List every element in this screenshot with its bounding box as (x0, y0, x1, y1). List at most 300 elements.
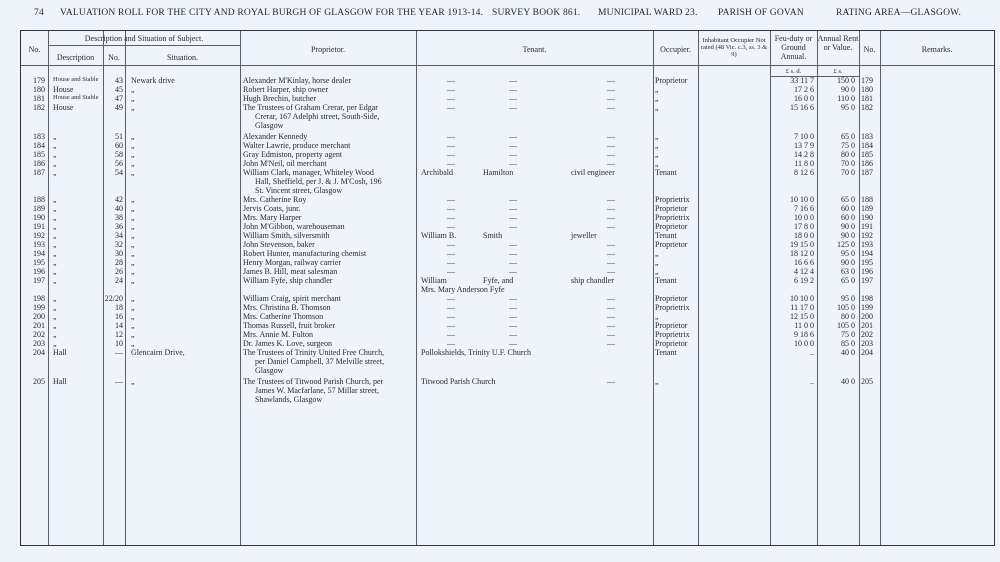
row-proprietor: Henry Morgan, railway carrier (243, 258, 342, 267)
row-tenant-third: — (607, 76, 615, 85)
row-proprietor: Thomas Russell, fruit broker (243, 321, 335, 330)
parish: PARISH OF GOVAN (718, 8, 804, 18)
row-annual-rent: 75 0 (841, 330, 855, 339)
row-situation: „ (131, 339, 135, 348)
row-proprietor: The Trustees of Trinity United Free Church, (243, 348, 385, 357)
row-tenant-first: — (447, 213, 455, 222)
row-description: „ (53, 330, 57, 339)
row-feu-duty: 17 8 0 (794, 222, 814, 231)
row-tenant-first: — (447, 195, 455, 204)
row-proprietor: John Stevenson, baker (243, 240, 315, 249)
row-proprietor: John M'Gibbon, warehouseman (243, 222, 345, 231)
row-annual-rent: 150 0 (837, 76, 855, 85)
row-occupier: Proprietrix (655, 330, 690, 339)
row-proprietor: William Smith, silversmith (243, 231, 330, 240)
row-number: 190 (33, 213, 45, 222)
row-street-number: 14 (115, 321, 123, 330)
row-situation: „ (131, 330, 135, 339)
row-tenant-first: Archibald (421, 168, 453, 177)
row-tenant-third: — (607, 103, 615, 112)
row-description: House (53, 103, 74, 112)
row-feu-duty: 13 7 9 (794, 141, 814, 150)
row-proprietor: William Craig, spirit merchant (243, 294, 341, 303)
row-number: 200 (33, 312, 45, 321)
row-number-right: 186 (861, 159, 873, 168)
row-annual-rent: 95 0 (841, 103, 855, 112)
row-tenant-first: — (447, 258, 455, 267)
row-tenant-second: Fyfe, and (483, 276, 514, 285)
row-number: 205 (33, 377, 45, 386)
row-number: 185 (33, 150, 45, 159)
roll-table (20, 30, 995, 546)
row-number-right: 183 (861, 132, 873, 141)
col-street-no: No. (108, 53, 120, 62)
row-annual-rent: 90 0 (841, 258, 855, 267)
row-tenant-second: — (509, 249, 517, 258)
row-number-right: 201 (861, 321, 873, 330)
row-number-right: 197 (861, 276, 873, 285)
row-tenant-first: — (447, 94, 455, 103)
row-occupier: Tenant (655, 276, 677, 285)
row-annual-rent: 63 0 (841, 267, 855, 276)
row-annual-rent: 125 0 (837, 240, 855, 249)
row-occupier: Proprietor (655, 240, 688, 249)
col-no-right: No. (863, 45, 876, 54)
row-description: „ (53, 258, 57, 267)
row-feu-duty: 16 0 0 (794, 94, 814, 103)
row-tenant-second: — (509, 94, 517, 103)
col-no: No. (28, 45, 41, 54)
row-tenant-second: — (509, 258, 517, 267)
row-number: 201 (33, 321, 45, 330)
row-proprietor: William Fyfe, ship chandler (243, 276, 333, 285)
row-annual-rent: 90 0 (841, 85, 855, 94)
col-remarks: Remarks. (921, 45, 953, 54)
row-annual-rent: 65 0 (841, 195, 855, 204)
row-number-right: 203 (861, 339, 873, 348)
row-situation: „ (131, 94, 135, 103)
row-occupier: „ (655, 159, 659, 168)
row-number-right: 185 (861, 150, 873, 159)
row-proprietor: William Clark, manager, Whiteley Wood (243, 168, 374, 177)
row-annual-rent: 75 0 (841, 141, 855, 150)
row-feu-duty: .. (810, 348, 814, 357)
row-tenant-first: — (447, 150, 455, 159)
row-situation: „ (131, 276, 135, 285)
row-situation: „ (131, 159, 135, 168)
row-tenant-third: — (607, 321, 615, 330)
row-tenant-second: — (509, 321, 517, 330)
row-annual-rent: 105 0 (837, 321, 855, 330)
row-description: „ (53, 303, 57, 312)
row-tenant-first: — (447, 204, 455, 213)
row-number: 195 (33, 258, 45, 267)
row-number: 189 (33, 204, 45, 213)
roll-title: VALUATION ROLL FOR THE CITY AND ROYAL BURGH OF GLASGOW FOR THE YEAR 1913-14. (60, 8, 484, 18)
row-proprietor: Walter Lawrie, produce merchant (243, 141, 351, 150)
row-tenant-first: — (447, 312, 455, 321)
row-annual-rent: 90 0 (841, 222, 855, 231)
row-feu-duty: 33 11 7 (790, 76, 814, 85)
row-description: „ (53, 222, 57, 231)
row-tenant-second: — (509, 195, 517, 204)
row-description: House and Stable (53, 76, 99, 83)
row-situation: Newark drive (131, 76, 175, 85)
row-situation: „ (131, 249, 135, 258)
row-description: Hall (53, 348, 67, 357)
row-number-right: 202 (861, 330, 873, 339)
col-proprietor: Proprietor. (311, 45, 345, 54)
row-feu-duty: 6 19 2 (794, 276, 814, 285)
row-occupier: Proprietrix (655, 303, 690, 312)
row-tenant-first: Pollokshields, Trinity U.F. Church (421, 348, 532, 357)
row-proprietor: Alexander Kennedy (243, 132, 308, 141)
row-feu-duty: 7 10 0 (794, 132, 814, 141)
row-feu-duty: 8 12 6 (794, 168, 814, 177)
row-tenant-third: — (607, 330, 615, 339)
row-description: „ (53, 213, 57, 222)
row-tenant-second: — (509, 132, 517, 141)
row-tenant-third: — (607, 222, 615, 231)
row-tenant-third: — (607, 150, 615, 159)
row-tenant-first: William (421, 276, 447, 285)
row-number: 179 (33, 76, 45, 85)
row-proprietor: Mrs. Catherine Thomson (243, 312, 324, 321)
col-situation: Situation. (167, 53, 198, 62)
row-proprietor: Gray Edmiston, property agent (243, 150, 343, 159)
row-number-right: 192 (861, 231, 873, 240)
row-number-right: 188 (861, 195, 873, 204)
row-street-number: 58 (115, 150, 123, 159)
row-description: „ (53, 249, 57, 258)
row-situation: „ (131, 321, 135, 330)
row-description: „ (53, 231, 57, 240)
row-street-number: 30 (115, 249, 123, 258)
row-feu-duty: 9 18 6 (794, 330, 814, 339)
row-proprietor: Crerar, 167 Adelphi street, South-Side, (255, 112, 380, 121)
row-number-right: 190 (861, 213, 873, 222)
row-occupier: „ (655, 150, 659, 159)
row-feu-duty: .. (810, 377, 814, 386)
row-street-number: 32 (115, 240, 123, 249)
row-number: 187 (33, 168, 45, 177)
row-number-right: 181 (861, 94, 873, 103)
survey-book: SURVEY BOOK 861. (492, 8, 581, 18)
row-tenant-second: — (509, 103, 517, 112)
row-occupier: „ (655, 377, 659, 386)
row-description: „ (53, 150, 57, 159)
row-tenant-third: — (607, 294, 615, 303)
row-occupier: Tenant (655, 348, 677, 357)
rating-area: RATING AREA—GLASGOW. (836, 8, 962, 18)
row-number: 198 (33, 294, 45, 303)
row-proprietor: per Daniel Campbell, 37 Melville street, (255, 357, 385, 366)
row-feu-duty: 10 0 0 (794, 213, 814, 222)
row-situation: „ (131, 195, 135, 204)
page-number: 74 (34, 8, 44, 18)
row-proprietor: Jervis Coats, junr. (243, 204, 301, 213)
row-description: House and Stable (53, 94, 99, 101)
row-occupier: Proprietor (655, 339, 688, 348)
row-proprietor: Hall, Sheffield, per J. & J. M'Cosh, 196 (255, 177, 382, 186)
row-annual-rent: 60 0 (841, 204, 855, 213)
row-street-number: 42 (115, 195, 123, 204)
row-annual-rent: 110 0 (837, 94, 855, 103)
row-description: „ (53, 321, 57, 330)
row-number-right: 205 (861, 377, 873, 386)
row-number: 191 (33, 222, 45, 231)
row-tenant-first: — (447, 76, 455, 85)
row-proprietor: Mrs. Annie M. Fulton (243, 330, 314, 339)
row-description: „ (53, 312, 57, 321)
row-number: 203 (33, 339, 45, 348)
row-annual-rent: 80 0 (841, 150, 855, 159)
row-tenant-first: — (447, 222, 455, 231)
row-occupier: Proprietrix (655, 195, 690, 204)
row-occupier: Proprietor (655, 222, 688, 231)
row-description: „ (53, 159, 57, 168)
row-street-number: 49 (115, 103, 123, 112)
row-tenant-third: — (607, 204, 615, 213)
row-annual-rent: 85 0 (841, 339, 855, 348)
col-description: Description (56, 53, 95, 62)
row-proprietor: Mrs. Mary Harper (243, 213, 302, 222)
col-annual-rent: Annual Rent or Value. (817, 34, 859, 52)
row-tenant-third: — (607, 213, 615, 222)
row-feu-duty: 17 2 6 (794, 85, 814, 94)
row-tenant-second: — (509, 294, 517, 303)
row-tenant-third: — (607, 249, 615, 258)
row-proprietor: The Trustees of Graham Crerar, per Edgar (243, 103, 378, 112)
row-feu-duty: 11 0 0 (794, 321, 814, 330)
col-occupier: Occupier. (660, 45, 691, 54)
row-occupier: „ (655, 267, 659, 276)
row-annual-rent: 95 0 (841, 294, 855, 303)
row-tenant-second: — (509, 339, 517, 348)
row-street-number: 16 (115, 312, 123, 321)
row-occupier: „ (655, 85, 659, 94)
row-annual-rent: 70 0 (841, 168, 855, 177)
row-number-right: 204 (861, 348, 873, 357)
row-tenant-second: — (509, 85, 517, 94)
row-tenant-third: — (607, 339, 615, 348)
row-situation: „ (131, 377, 135, 386)
row-tenant-additional: Mrs. Mary Anderson Fyfe (421, 285, 505, 294)
row-situation: „ (131, 141, 135, 150)
row-tenant-second: Smith (483, 231, 503, 240)
row-tenant-first: — (447, 141, 455, 150)
row-feu-duty: 11 8 0 (794, 159, 814, 168)
row-tenant-first: — (447, 267, 455, 276)
row-street-number: 26 (115, 267, 123, 276)
row-situation: „ (131, 213, 135, 222)
row-annual-rent: 105 0 (837, 303, 855, 312)
row-number: 180 (33, 85, 45, 94)
row-tenant-third: — (607, 258, 615, 267)
row-tenant-first: — (447, 132, 455, 141)
row-street-number: 10 (115, 339, 123, 348)
row-occupier: „ (655, 132, 659, 141)
row-proprietor: James B. Hill, meat salesman (243, 267, 338, 276)
row-number: 196 (33, 267, 45, 276)
row-proprietor: Glasgow (255, 366, 284, 375)
row-tenant-second: — (509, 159, 517, 168)
row-occupier: „ (655, 103, 659, 112)
row-description: Hall (53, 377, 67, 386)
row-number-right: 180 (861, 85, 873, 94)
row-situation: „ (131, 132, 135, 141)
row-tenant-third: jeweller (571, 231, 597, 240)
row-proprietor: Alexander M'Kinlay, horse dealer (243, 76, 351, 85)
row-number: 197 (33, 276, 45, 285)
row-number-right: 184 (861, 141, 873, 150)
row-proprietor: John M'Neil, oil merchant (243, 159, 327, 168)
col-feu-duty: Feu-duty or Ground Annual. (774, 34, 813, 61)
page-header (0, 6, 1000, 20)
row-occupier: „ (655, 249, 659, 258)
row-tenant-second: — (509, 303, 517, 312)
row-proprietor: Robert Hunter, manufacturing chemist (243, 249, 367, 258)
row-street-number: 40 (115, 204, 123, 213)
row-annual-rent: 90 0 (841, 231, 855, 240)
feu-units: £ s. d. (785, 68, 802, 75)
row-tenant-second: — (509, 330, 517, 339)
row-situation: „ (131, 85, 135, 94)
row-number-right: 189 (861, 204, 873, 213)
row-annual-rent: 40 0 (841, 377, 855, 386)
row-proprietor: Robert Harper, ship owner (243, 85, 328, 94)
row-description: House (53, 85, 74, 94)
row-feu-duty: 10 10 0 (790, 195, 814, 204)
row-number: 181 (33, 94, 45, 103)
row-street-number: — (115, 348, 123, 357)
row-tenant-first: — (447, 321, 455, 330)
row-tenant-third: — (607, 312, 615, 321)
row-annual-rent: 65 0 (841, 276, 855, 285)
row-feu-duty: 15 16 6 (790, 103, 814, 112)
row-occupier: Tenant (655, 168, 677, 177)
row-situation: „ (131, 303, 135, 312)
row-number: 184 (33, 141, 45, 150)
row-occupier: „ (655, 258, 659, 267)
row-number: 192 (33, 231, 45, 240)
row-number: 204 (33, 348, 45, 357)
row-street-number: 51 (115, 132, 123, 141)
row-feu-duty: 4 12 4 (794, 267, 814, 276)
row-number: 202 (33, 330, 45, 339)
row-feu-duty: 12 15 0 (790, 312, 814, 321)
row-description: „ (53, 195, 57, 204)
row-proprietor: The Trustees of Titwood Parish Church, per (243, 377, 384, 386)
row-number-right: 191 (861, 222, 873, 231)
row-annual-rent: 95 0 (841, 249, 855, 258)
row-tenant-third: — (607, 195, 615, 204)
row-description: „ (53, 168, 57, 177)
row-occupier: Proprietor (655, 294, 688, 303)
row-tenant-third: ship chandler (571, 276, 614, 285)
row-occupier: „ (655, 141, 659, 150)
col-inhabitant-occupier: Inhabitant Occupier Not rated (48 Vic. c.3, ss. 3 & 9) (700, 37, 768, 58)
row-number-right: 194 (861, 249, 873, 258)
row-number: 182 (33, 103, 45, 112)
row-number-right: 187 (861, 168, 873, 177)
row-street-number: 34 (115, 231, 123, 240)
row-tenant-third: — (607, 159, 615, 168)
row-occupier: Tenant (655, 231, 677, 240)
row-tenant-second: — (509, 204, 517, 213)
row-situation: „ (131, 258, 135, 267)
row-tenant-third: — (607, 240, 615, 249)
row-feu-duty: 10 0 0 (794, 339, 814, 348)
row-tenant-first: — (447, 294, 455, 303)
row-description: „ (53, 294, 57, 303)
row-tenant-first: — (447, 103, 455, 112)
row-proprietor: St. Vincent street, Glasgow (255, 186, 343, 195)
row-situation: „ (131, 240, 135, 249)
row-situation: „ (131, 150, 135, 159)
row-proprietor: Mrs. Christina B. Thomson (243, 303, 331, 312)
row-tenant-second: — (509, 141, 517, 150)
row-proprietor: Hugh Brechin, butcher (243, 94, 317, 103)
row-tenant-third: — (607, 377, 615, 386)
row-street-number: 43 (115, 76, 123, 85)
row-annual-rent: 70 0 (841, 159, 855, 168)
row-number-right: 193 (861, 240, 873, 249)
row-tenant-second: — (509, 213, 517, 222)
row-description: „ (53, 276, 57, 285)
row-number: 183 (33, 132, 45, 141)
row-tenant-second: — (509, 76, 517, 85)
row-tenant-first: — (447, 249, 455, 258)
row-tenant-third: — (607, 94, 615, 103)
row-number: 193 (33, 240, 45, 249)
row-number: 188 (33, 195, 45, 204)
row-annual-rent: 80 0 (841, 312, 855, 321)
row-tenant-first: — (447, 303, 455, 312)
row-tenant-second: — (509, 222, 517, 231)
row-tenant-second: — (509, 240, 517, 249)
row-situation: „ (131, 103, 135, 112)
row-street-number: 45 (115, 85, 123, 94)
row-situation: „ (131, 312, 135, 321)
row-tenant-second: — (509, 150, 517, 159)
row-tenant-third: — (607, 132, 615, 141)
row-proprietor: Shawlands, Glasgow (255, 395, 323, 404)
row-description: „ (53, 240, 57, 249)
row-description: „ (53, 339, 57, 348)
row-feu-duty: 14 2 8 (794, 150, 814, 159)
row-situation: „ (131, 204, 135, 213)
row-description: „ (53, 141, 57, 150)
row-tenant-second: — (509, 267, 517, 276)
row-street-number: 22/20 (104, 294, 123, 303)
row-occupier: „ (655, 94, 659, 103)
row-number-right: 195 (861, 258, 873, 267)
row-proprietor: Glasgow (255, 121, 284, 130)
row-occupier: Proprietor (655, 76, 688, 85)
row-feu-duty: 18 0 0 (794, 231, 814, 240)
row-number-right: 182 (861, 103, 873, 112)
row-tenant-third: — (607, 85, 615, 94)
municipal-ward: MUNICIPAL WARD 23. (598, 8, 698, 18)
row-street-number: 24 (115, 276, 123, 285)
row-street-number: 36 (115, 222, 123, 231)
row-street-number: 54 (115, 168, 123, 177)
row-tenant-first: Titwood Parish Church (421, 377, 496, 386)
row-annual-rent: 60 0 (841, 213, 855, 222)
row-tenant-third: civil engineer (571, 168, 615, 177)
row-feu-duty: 7 16 6 (794, 204, 814, 213)
